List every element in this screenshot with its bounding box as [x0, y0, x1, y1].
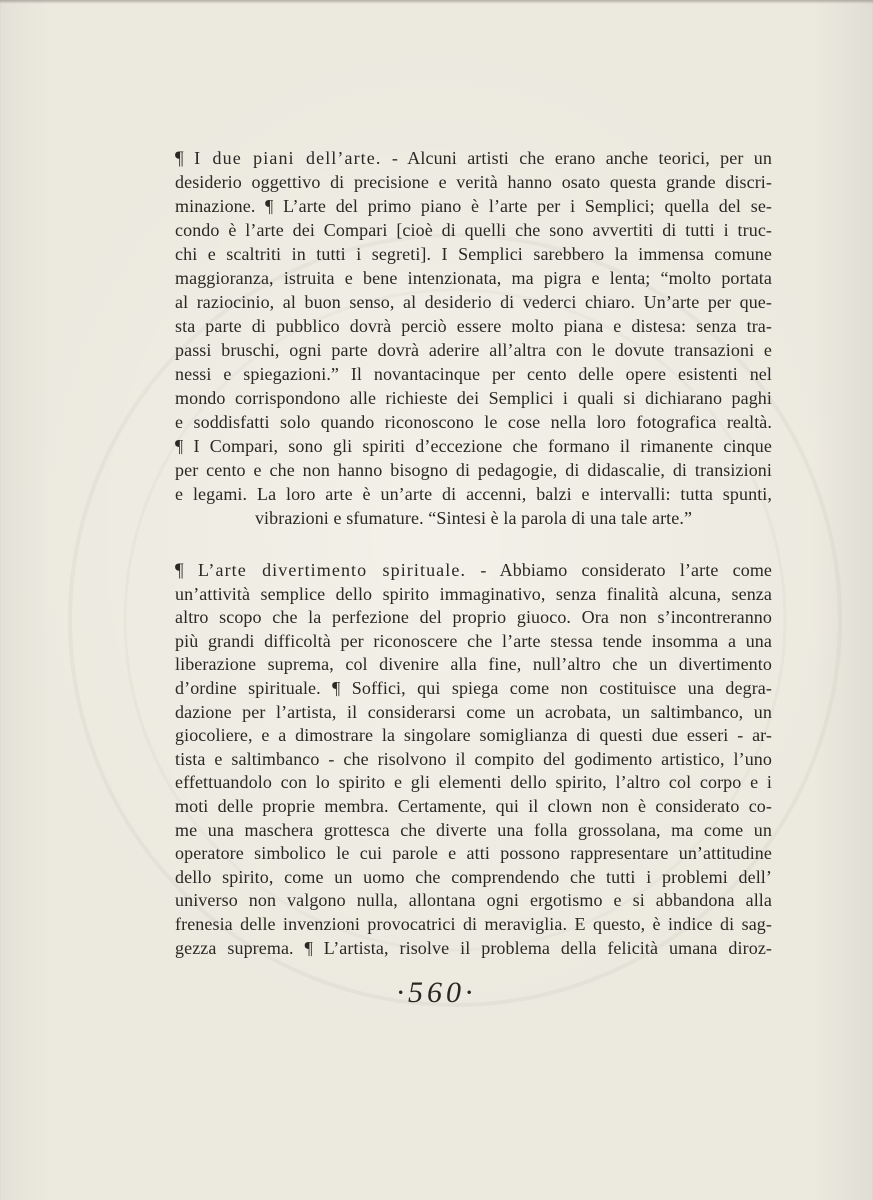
text-line: giocoliere, e a dimostrare la singolare somiglianza di questi due esseri - ar-	[175, 725, 772, 746]
text-line: gezza suprema. ¶ L’artista, risolve il problema della felicità umana diroz-	[175, 937, 772, 958]
text-line: al raziocinio, al buon senso, al desiderio di vederci chiaro. Un’arte per que-	[175, 292, 772, 312]
text-line: desiderio oggettivo di precisione e verità hanno osato questa grande discri-	[175, 172, 772, 192]
text-line	[175, 559, 772, 583]
text-line: ¶ I Compari, sono gli spiriti d’eccezione che formano il rimanente cinque	[175, 436, 772, 456]
text-line: mondo corrispondono alle richieste dei Semplici i quali si dichiarano paghi	[175, 388, 772, 408]
text-line: tista e saltimbanco - che risolvono il compito del godimento artistico, l’uno	[175, 748, 772, 769]
section-arte-divertimento	[175, 559, 772, 960]
section-due-piani	[175, 146, 772, 530]
section-heading: L’arte divertimento spirituale.	[197, 560, 467, 580]
text-line: e legami. La loro arte è un’arte di accenni, balzi e intervalli: tutta spunti,	[175, 484, 772, 504]
text-line: me una maschera grottesca che diverte una folla grossolana, ma come un	[175, 819, 772, 840]
text-line	[175, 146, 772, 170]
text-line-closing: vibrazioni e sfumature. “Sintesi è la parola di una tale arte.”	[254, 508, 693, 528]
text-line: dazione per l’artista, il considerarsi come un acrobata, un saltimbanco, un	[175, 701, 772, 722]
text-line: d’ordine spirituale. ¶ Soffici, qui spiega come non costituisce una degra-	[175, 677, 772, 698]
line-text: - Abbiamo considerato l’arte come	[480, 560, 773, 580]
text-line: frenesia delle invenzioni provocatrici di meraviglia. E questo, è indice di sag-	[175, 913, 772, 934]
text-line: universo non valgono nulla, allontana ogni ergotismo e si abbandona alla	[175, 890, 772, 911]
text-line: per cento e che non hanno bisogno di pedagogie, di didascalie, di transizioni	[175, 460, 772, 480]
text-line: un’attività semplice dello spirito immaginativo, senza finalità alcuna, senza	[175, 583, 772, 604]
text-line: liberazione suprema, col divenire alla fine, null’altro che un divertimento	[175, 654, 772, 675]
text-line: effettuandolo con lo spirito e gli elementi dello spirito, l’altro col corpo e i	[175, 772, 772, 793]
text-line: moti delle proprie membra. Certamente, qui il clown non è considerato co-	[175, 795, 772, 816]
text-line: dello spirito, come un uomo che comprendendo che tutti i problemi dell’	[175, 866, 772, 887]
section-heading: I due piani dell’arte.	[194, 148, 382, 168]
text-line: nessi e spiegazioni.” Il novantacinque per cento delle opere esistenti nel	[175, 364, 772, 384]
text-line: e soddisfatti solo quando riconoscono le cose nella loro fotografica realtà.	[175, 412, 772, 432]
paragraph-mark: ¶	[175, 560, 184, 581]
text-line: minazione. ¶ L’arte del primo piano è l’arte per i Semplici; quella del se-	[175, 196, 772, 216]
text-line: maggioranza, istruita e bene intenzionata, ma pigra e lenta; “molto portata	[175, 268, 772, 288]
line-text: - Alcuni artisti che erano anche teorici, per un	[391, 148, 772, 168]
text-line: condo è l’arte dei Compari [cioè di quelli che sono avvertiti di tutti i truc-	[175, 220, 772, 240]
paragraph-mark: ¶	[175, 148, 184, 169]
text-line: chi e scaltriti in tutti i segreti]. I Semplici sarebbero la immensa comune	[175, 244, 772, 264]
text-line: sta parte di pubblico dovrà perciò essere molto piana e distesa: senza tra-	[175, 316, 772, 336]
page-number: ·560·	[396, 976, 477, 1009]
text-line: più grandi difficoltà per riconoscere che l’arte stessa tende insomma a una	[175, 630, 772, 651]
text-line: passi bruschi, ogni parte dovrà aderire all’altra con le dovute transazioni e	[175, 340, 772, 360]
text-line: operatore simbolico le cui parole e atti possono rappresentare un’attitudine	[175, 843, 772, 864]
text-line: altro scopo che la perfezione del proprio giuoco. Ora non s’incontreranno	[175, 607, 772, 628]
